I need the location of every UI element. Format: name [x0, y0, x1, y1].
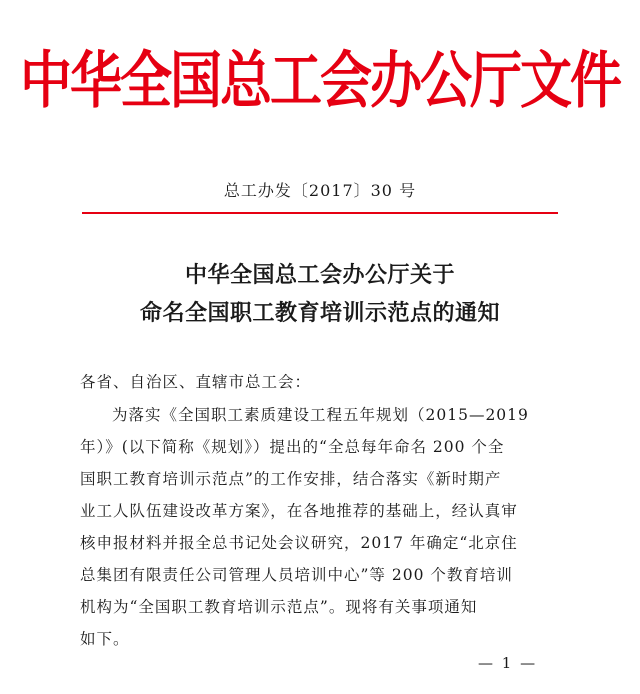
body-line: 如下。: [80, 630, 130, 648]
body-line: 国职工教育培训示范点”的工作安排，结合落实《新时期产: [80, 470, 502, 488]
title-line-2: 命名全国职工教育培训示范点的通知: [139, 301, 500, 326]
title-line-1: 中华全国总工会办公厅关于: [184, 263, 455, 288]
body-line: 为落实《全国职工素质建设工程五年规划（2015—2019: [112, 406, 529, 424]
document-number: 总工办发〔2017〕30 号: [223, 181, 417, 200]
body-line: 总集团有限责任公司管理人员培训中心”等 200 个教育培训: [80, 566, 513, 584]
salutation: 各省、自治区、直辖市总工会：: [80, 373, 312, 391]
body-line: 核申报材料并报全总书记处会议研究，2017 年确定“北京住: [80, 534, 518, 552]
red-rule: [82, 212, 558, 214]
body-line: 年）》(以下简称《规划》）提出的“全总每年命名 200 个全: [80, 438, 505, 456]
page-number: — 1 —: [478, 654, 538, 672]
body-line: 业工人队伍建设改革方案》，在各地推荐的基础上，经认真审: [80, 502, 518, 520]
body-line: 机构为“全国职工教育培训示范点”。现将有关事项通知: [80, 598, 478, 616]
masthead: 中华全国总工会办公厅文件: [19, 45, 620, 117]
